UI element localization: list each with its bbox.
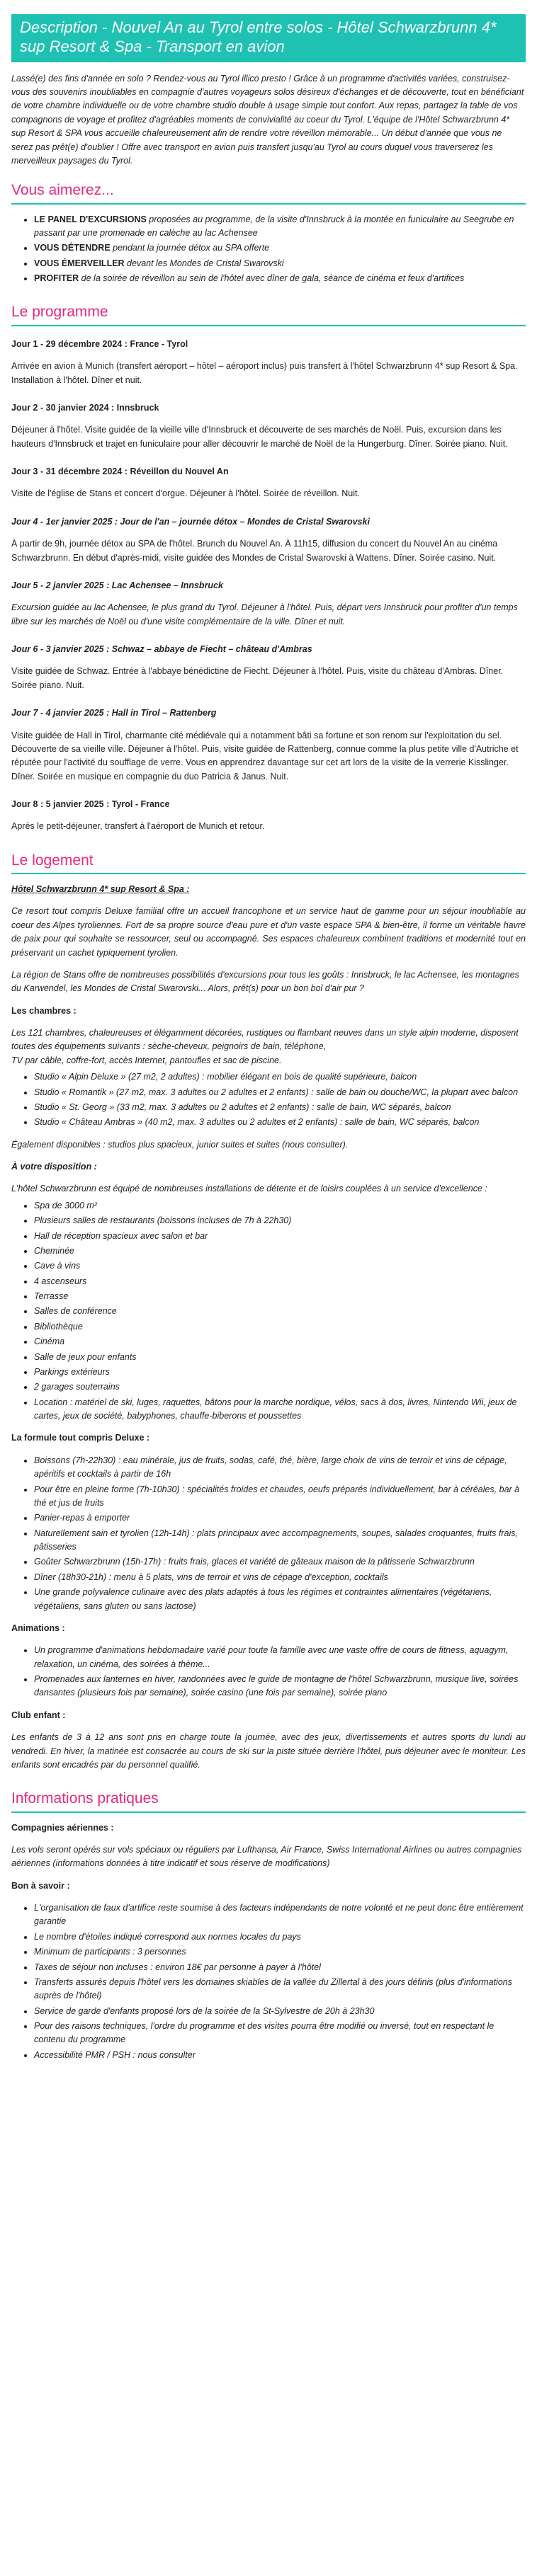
day-body: Déjeuner à l'hôtel. Visite guidée de la vieille ville d'Innsbruck et découverte de ses marchés de Noël. Puis, excursion dans les hauteurs d'Innsbruck et trajet en funiculaire pour aller découvrir le marché de Noël de la Hungerburg. Dîner. Soirée piano. Nuit. (11, 425, 508, 449)
list-item: • 2 garages souterrains (34, 1380, 526, 1394)
list-item: • Salles de conférence (34, 1305, 526, 1318)
list-item: • Taxes de séjour non incluses : environ 18€ par personne à payer à l'hôtel (34, 1961, 526, 1974)
list-item: • Service de garde d'enfants proposé lors de la soirée de la St-Sylvestre de 20h à 23h30 (34, 2005, 526, 2018)
day-title: Jour 1 - 29 décembre 2024 : France - Tyrol (11, 338, 188, 349)
day-title: Jour 5 - 2 janvier 2025 : Lac Achensee – Innsbruck (11, 580, 223, 590)
section-programme-heading: Le programme (11, 302, 526, 326)
section-logement-heading: Le logement (11, 851, 526, 874)
list-item: • Goûter Schwarzbrunn (15h-17h) : fruits frais, glaces et variété de gâteaux maison de la pâtisserie Schwarzbrunn (34, 1555, 526, 1569)
list-item: • Studio « St. Georg » (33 m2, max. 3 adultes ou 2 adultes et 2 enfants) : salle de bain, WC séparés, balcon (34, 1101, 526, 1114)
chambres-title: Les chambres : (11, 1005, 77, 1016)
list-item: • Parkings extérieurs (34, 1366, 526, 1379)
list-item: • Dîner (18h30-21h) : menu à 5 plats, vins de terroir et vins de cépage d'exception, cocktails (34, 1571, 526, 1584)
dispo-intro: L'hôtel Schwarzbrunn est équipé de nombreuses installations de détente et de loisirs couplées à un service d'excellence : (11, 1184, 487, 1194)
day-body: Arrivée en avion à Munich (transfert aéroport – hôtel – aéroport inclus) puis transfert à l'hôtel Schwarzbrunn 4* sup Resort & Spa. Installation à l'hôtel. Dîner et nuit. (11, 361, 518, 385)
list-item: • Promenades aux lanternes en hiver, randonnées avec le guide de montagne de l'hôtel Schwarzbrunn, musique live, soirées dansantes (plusieurs fois par semaine), soirée casino (une fois par semaine), soirée piano (34, 1673, 526, 1700)
list-item: • L'organisation de faux d'artifice reste soumise à des facteurs indépendants de notre volonté et ne peut donc être entièrement garantie (34, 1901, 526, 1929)
list-item: • Plusieurs salles de restaurants (boissons incluses de 7h à 22h30) (34, 1214, 526, 1227)
hotel-description: Ce resort tout compris Deluxe familial offre un accueil francophone et un service haut de gamme pour un séjour inoubliable au coeur des Alpes tyroliennes. Fort de sa propre source d'eau pure et d'un vaste espace SPA & bien-être, il forme un véritable havre de paix pour qui souhaite se ressourcer, seul ou accompagné. Ses espaces chaleureux combinent traditions et modernité tout en préservant un cachet typiquement tyrolien. (11, 906, 526, 958)
list-item: • Cheminée (34, 1244, 526, 1258)
list-item: • Une grande polyvalence culinaire avec des plats adaptés à tous les régimes et contraintes alimentaires (végétariens, végétaliens, sans gluten ou sans lactose) (34, 1586, 526, 1613)
day-body: Excursion guidée au lac Achensee, le plus grand du Tyrol. Déjeuner à l'hôtel. Puis, départ vers Innsbruck pour profiter d'un temps libre sur les marchés de Noël ou d'une visite complémentaire de la ville. Dîner et nuit. (11, 602, 518, 626)
list-item: • Le nombre d'étoiles indiqué correspond aux normes locales du pays (34, 1930, 526, 1944)
list-item: • Pour des raisons techniques, l'ordre du programme et des visites pourra être modifié ou inversé, tout en respectant le contenu du programme (34, 2020, 526, 2047)
bon-list (34, 1901, 526, 2062)
dispo-list (34, 1199, 526, 1424)
day-title: Jour 7 - 4 janvier 2025 : Hall in Tirol – Rattenberg (11, 708, 217, 719)
formule-title: La formule tout compris Deluxe : (11, 1433, 150, 1443)
list-item: • Boissons (7h-22h30) : eau minérale, jus de fruits, sodas, café, thé, bière, large choix de vins de terroir et vins de cépage, apéritifs et cocktails à partir de 16h (34, 1454, 526, 1482)
list-item: • VOUS DÉTENDRE pendant la journée détox au SPA offerte (34, 241, 526, 255)
day-body: Après le petit-déjeuner, transfert à l'aéroport de Munich et retour. (11, 821, 265, 832)
chambres-intro: Les 121 chambres, chaleureuses et élégamment décorées, rustiques ou flambant neuves dans un style alpin moderne, disposent toutes des équipements suivants : sèche-cheveux, peignoirs de bain, téléphone, TV par câble, coffre-fort, accès Internet, pantoufles et sac de piscine. (11, 1028, 519, 1065)
day-body: Visite de l'église de Stans et concert d'orgue. Déjeuner à l'hôtel. Soirée de réveillon. Nuit. (11, 488, 360, 499)
list-item: • Location : matériel de ski, luges, raquettes, bâtons pour la marche nordique, vélos, sacs à dos, livres, Nintendo Wii, jeux de cartes, jeux de société, babyphones, chauffe-biberons et poussettes (34, 1396, 526, 1424)
animations-list (34, 1644, 526, 1700)
list-item: • Spa de 3000 m² (34, 1199, 526, 1213)
list-item: • Terrasse (34, 1290, 526, 1303)
animations-title: Animations : (11, 1622, 65, 1633)
hotel-title: Hôtel Schwarzbrunn 4* sup Resort & Spa : (11, 884, 190, 895)
day-title: Jour 2 - 30 janvier 2024 : Innsbruck (11, 402, 159, 413)
list-item: • Transferts assurés depuis l'hôtel vers les domaines skiables de la vallée du Zillertal à des jours définis (plus d'informations auprès de l'hôtel) (34, 1976, 526, 2003)
section-infos-heading: Informations pratiques (11, 1789, 526, 1812)
list-item: • Bibliothèque (34, 1320, 526, 1334)
list-item: • PROFITER de la soirée de réveillon au sein de l'hôtel avec dîner de gala, séance de cinéma et feux d'artifices (34, 272, 526, 285)
section-vous-aimerez-heading: Vous aimerez... (11, 181, 526, 204)
day-title: Jour 6 - 3 janvier 2025 : Schwaz – abbaye de Fiecht – château d'Ambras (11, 644, 312, 654)
list-item: • Un programme d'animations hebdomadaire varié pour toute la famille avec une vaste offre de cours de fitness, aquagym, relaxation, un cinéma, des soirées à thème... (34, 1644, 526, 1671)
day-body: Visite guidée de Schwaz. Entrée à l'abbaye bénédictine de Fiecht. Déjeuner à l'hôtel. Puis, visite du château d'Ambras. Dîner. Soirée piano. Nuit. (11, 666, 504, 690)
club-text: Les enfants de 3 à 12 ans sont pris en charge toute la journée, avec des jeux, divertissements et autres sports du lundi au vendredi. En hiver, la matinée est consacrée au cours de ski sur la piste située derrière l'hôtel, puis déjeuner avec le moniteur. Les enfants sont encadrés par du personnel qualifié. (11, 1732, 526, 1770)
list-item: • Naturellement sain et tyrolien (12h-14h) : plats principaux avec accompagnements, soupes, salades croquantes, fruits frais, pâtisseries (34, 1527, 526, 1555)
club-title: Club enfant : (11, 1710, 66, 1720)
dispo-title: À votre disposition : (11, 1162, 97, 1172)
list-item: • Studio « Alpin Deluxe » (27 m2, 2 adultes) : mobilier élégant en bois de qualité supérieure, balcon (34, 1070, 526, 1084)
day-body: Visite guidée de Hall in Tirol, charmante cité médiévale qui a notamment bâti sa fortune et son renom sur l'exploitation du sel. Découverte de sa vieille ville. Déjeuner à l'hôtel. Puis, visite guidée de Rattenberg, connue comme la plus petite ville d'Autriche et réputée pour l'activité du soufflage de verre. Vous en apprendrez davantage sur cet art lors de la visite de la verrerie Kisslinger. Dîner. Soirée en musique en compagnie du duo Patricia & Janus. Nuit. (11, 730, 519, 782)
region-description: La région de Stans offre de nombreuses possibilités d'excursions pour tous les goûts : Innsbruck, le lac Achensee, les montagnes du Karwendel, les Mondes de Cristal Swarovski... Alors, prêt(s) pour un bon bol d'air pur ? (11, 969, 519, 994)
list-item: • Cave à vins (34, 1259, 526, 1273)
list-item: • VOUS ÉMERVEILLER devant les Mondes de Cristal Swarovski (34, 257, 526, 270)
day-body: À partir de 9h, journée détox au SPA de l'hôtel. Brunch du Nouvel An. À 11h15, diffusion du concert du Nouvel An au cinéma Schwarzbrunn. En début d'après-midi, visite guidée des Mondes de Cristal Swarovski à Wattens. Dîner. Soirée casino. Nuit. (11, 539, 498, 563)
day-title: Jour 3 - 31 décembre 2024 : Réveillon du Nouvel An (11, 466, 229, 476)
list-item: • Studio « Château Ambras » (40 m2, max. 3 adultes ou 2 adultes et 2 enfants) : salle de bain, WC séparés, balcon (34, 1116, 526, 1129)
list-item: • Studio « Romantik » (27 m2, max. 3 adultes ou 2 adultes et 2 enfants) : salle de bain ou douche/WC, la plupart avec balcon (34, 1086, 526, 1099)
vous-aimerez-list (34, 213, 526, 286)
day-title: Jour 4 - 1er janvier 2025 : Jour de l'an – journée détox – Mondes de Cristal Swarovski (11, 516, 370, 527)
list-item: • Hall de réception spacieux avec salon et bar (34, 1230, 526, 1243)
intro-text: Lassé(e) des fins d'année en solo ? Rendez-vous au Tyrol illico presto ! Grâce à un programme d'activités variées, construisez-vous des souvenirs inoubliables en compagnie d'autres voyageurs solos désireux d'échanges et de découverte, tout en bénéficiant de votre chambre individuelle ou de votre chambre studio double à usage simple tout confort. Aux repas, partagez la table de vos compagnons de voyage et profitez d'agréables moments de convivialité au coeur du Tyrol. L'équipe de l'Hôtel Schwarzbrunn 4* sup Resort & SPA vous accueille chaleureusement afin de rendre votre réveillon mémorable... Un début d'année que vous ne serez pas prêt(e) d'oublier ! Offre avec transport en avion puis transfert jusqu'au Tyrol au cours duquel vous traverserez les merveilleux paysages du Tyrol. (11, 73, 524, 166)
list-item: • Minimum de participants : 3 personnes (34, 1945, 526, 1959)
list-item: • LE PANEL D'EXCURSIONS proposées au programme, de la visite d'Innsbruck à la montée en funiculaire au Seegrube en passant par une promenade en calèche au lac Achensee (34, 213, 526, 241)
page-title: Description - Nouvel An au Tyrol entre solos - Hôtel Schwarzbrunn 4* sup Resort & Spa - Transport en avion (11, 14, 526, 62)
list-item: • Pour être en pleine forme (7h-10h30) : spécialités froides et chaudes, oeufs préparés individuellement, bar à céréales, bar à thé et jus de fruits (34, 1483, 526, 1511)
list-item: • Accessibilité PMR / PSH : nous consulter (34, 2049, 526, 2062)
chambres-list (34, 1070, 526, 1130)
chambres-note: Également disponibles : studios plus spacieux, junior suites et suites (nous consulter). (11, 1139, 349, 1150)
day-title: Jour 8 : 5 janvier 2025 : Tyrol - France (11, 799, 170, 809)
list-item: • Cinéma (34, 1335, 526, 1349)
formule-list (34, 1454, 526, 1613)
bon-title: Bon à savoir : (11, 1880, 70, 1891)
compagnies-text: Les vols seront opérés sur vols spéciaux ou réguliers par Lufthansa, Air France, Swiss International Airlines ou autres compagnies aériennes (informations données à titre indicatif et sous réserve de modifications) (11, 1844, 522, 1869)
list-item: • Panier-repas à emporter (34, 1511, 526, 1525)
compagnies-title: Compagnies aériennes : (11, 1822, 114, 1833)
list-item: • Salle de jeux pour enfants (34, 1351, 526, 1364)
list-item: • 4 ascenseurs (34, 1275, 526, 1288)
